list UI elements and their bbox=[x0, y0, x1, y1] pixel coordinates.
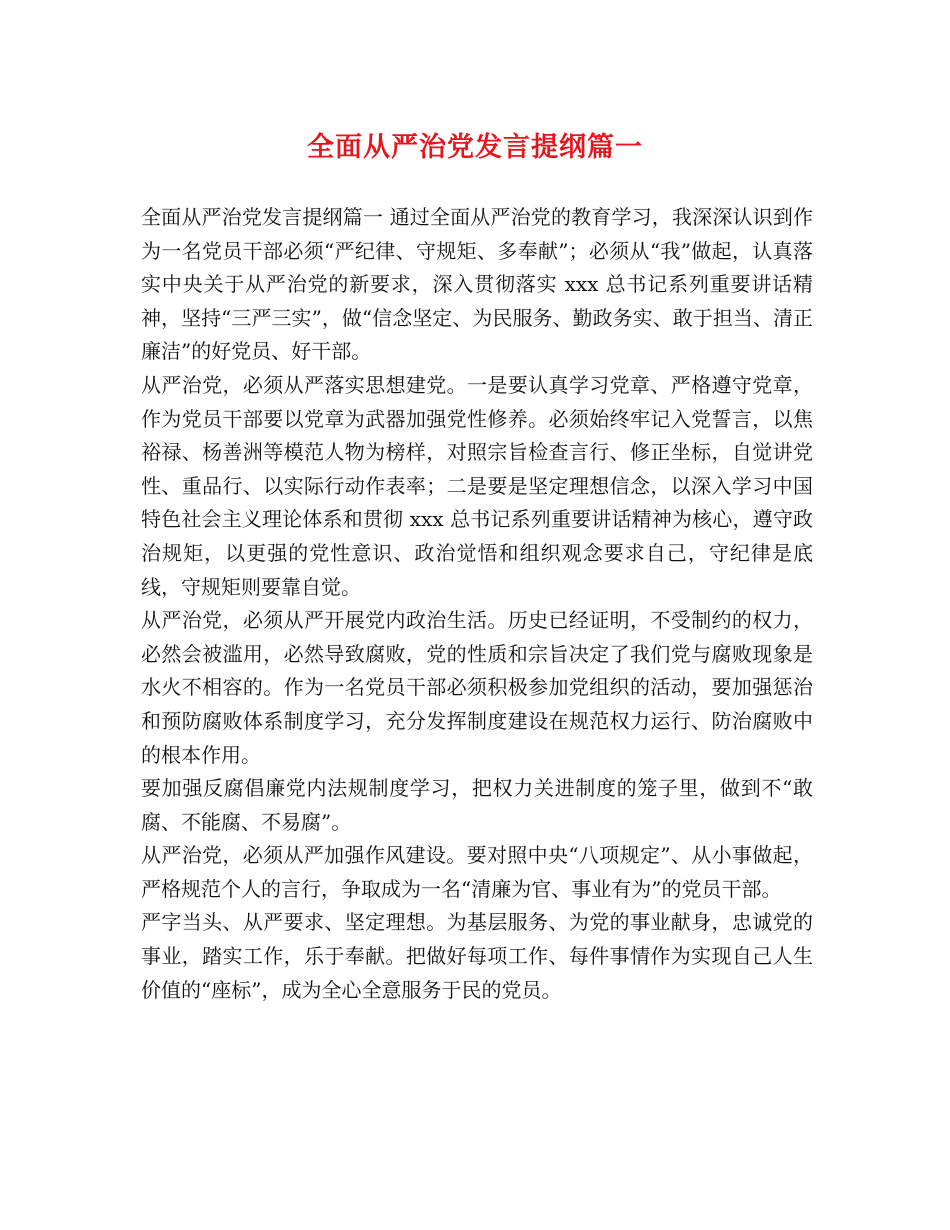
document-body bbox=[141, 201, 813, 1007]
document-title: 全面从严治党发言提纲篇一 bbox=[307, 132, 643, 163]
paragraph: 从严治党，必须从严加强作风建设。要对照中央“八项规定”、从小事做起，严格规范个人的言行，争取成为一名“清廉为官、事业有为”的党员干部。 bbox=[141, 843, 813, 901]
paragraph: 从严治党，必须从严落实思想建党。一是要认真学习党章、严格遵守党章，作为党员干部要以党章为武器加强党性修养。必须始终牢记入党誓言，以焦裕禄、杨善洲等模范人物为榜样，对照宗旨检查言行、修正坐标，自觉讲党性、重品行、以实际行动作表率；二是要是坚定理想信念，以深入学习中国特色社会主义理论体系和贯彻 xxx 总书记系列重要讲话精神为核心，遵守政治规矩，以更强的党性意识、政治觉悟和组织观念要求自己，守纪律是底线，守规矩则要靠自觉。 bbox=[141, 372, 813, 599]
paragraph: 从严治党，必须从严开展党内政治生活。历史已经证明，不受制约的权力，必然会被滥用，必然导致腐败，党的性质和宗旨决定了我们党与腐败现象是水火不相容的。作为一名党员干部必须积极参加党组织的活动，要加强惩治和预防腐败体系制度学习，充分发挥制度建设在规范权力运行、防治腐败中的根本作用。 bbox=[141, 608, 813, 767]
paragraph: 要加强反腐倡廉党内法规制度学习，把权力关进制度的笼子里，做到不“敢腐、不能腐、不易腐”。 bbox=[141, 776, 813, 834]
paragraph: 全面从严治党发言提纲篇一 通过全面从严治党的教育学习，我深深认识到作为一名党员干部必须“严纪律、守规矩、多奉献”；必须从“我”做起，认真落实中央关于从严治党的新要求，深入贯彻落实 xxx 总书记系列重要讲话精神，坚持“三严三实”，做“信念坚定、为民服务、勤政务实、敢于担当、清正廉洁”的好党员、好干部。 bbox=[141, 205, 813, 364]
paragraph: 严字当头、从严要求、坚定理想。为基层服务、为党的事业献身，忠诚党的事业，踏实工作，乐于奉献。把做好每项工作、每件事情作为实现自己人生价值的“座标”，成为全心全意服务于民的党员。 bbox=[141, 910, 813, 1002]
